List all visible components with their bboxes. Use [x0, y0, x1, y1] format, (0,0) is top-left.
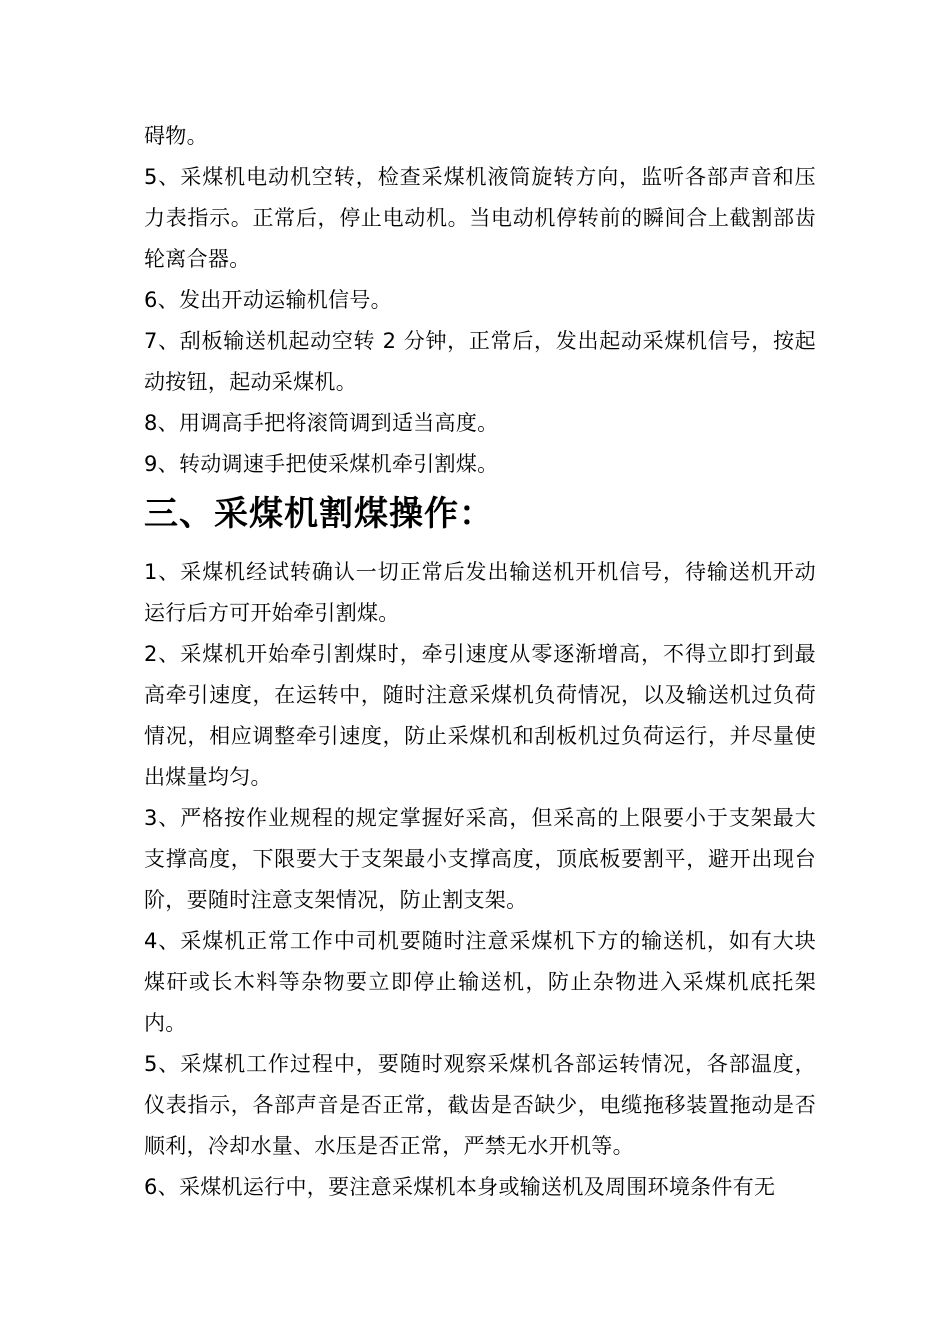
list-item: 8、用调高手把将滚筒调到适当高度。: [144, 411, 499, 435]
list-item: 碍物。: [144, 124, 208, 148]
list-item: 4、采煤机正常工作中司机要随时注意采煤机下方的输送机，如有大块煤矸或长木料等杂物要立即停止输送机，防止杂物进入采煤机底托架内。: [144, 929, 816, 1035]
list-item: 7、刮板输送机起动空转 2 分钟，正常后，发出起动采煤机信号，按起动按钮，起动采煤机。: [144, 329, 816, 394]
prev-section-list: [144, 116, 816, 485]
list-item: 9、转动调速手把使采煤机牵引割煤。: [144, 452, 499, 476]
list-item: 6、采煤机运行中，要注意采煤机本身或输送机及周围环境条件有无: [144, 1175, 776, 1199]
list-item: 2、采煤机开始牵引割煤时，牵引速度从零逐渐增高，不得立即打到最高牵引速度，在运转中，随时注意采煤机负荷情况，以及输送机过负荷情况，相应调整牵引速度，防止采煤机和刮板机过负荷运行，并尽量使出煤量均匀。: [144, 642, 816, 789]
section-three-list: [144, 552, 816, 1208]
list-item: 5、采煤机工作过程中，要随时观察采煤机各部运转情况，各部温度，仪表指示，各部声音是否正常，截齿是否缺少，电缆拖移装置拖动是否顺利，冷却水量、水压是否正常，严禁无水开机等。: [144, 1052, 816, 1158]
list-item: 1、采煤机经试转确认一切正常后发出输送机开机信号，待输送机开动运行后方可开始牵引割煤。: [144, 560, 816, 625]
list-item: 6、发出开动运输机信号。: [144, 288, 392, 312]
list-item: 3、严格按作业规程的规定掌握好采高，但采高的上限要小于支架最大支撑高度，下限要大于支架最小支撑高度，顶底板要割平，避开出现台阶，要随时注意支架情况，防止割支架。: [144, 806, 816, 912]
list-item: 5、采煤机电动机空转，检查采煤机液筒旋转方向，监听各部声音和压力表指示。正常后，停止电动机。当电动机停转前的瞬间合上截割部齿轮离合器。: [144, 165, 816, 271]
section-heading: 三、采煤机割煤操作：: [144, 494, 494, 534]
section-three: [144, 484, 816, 544]
